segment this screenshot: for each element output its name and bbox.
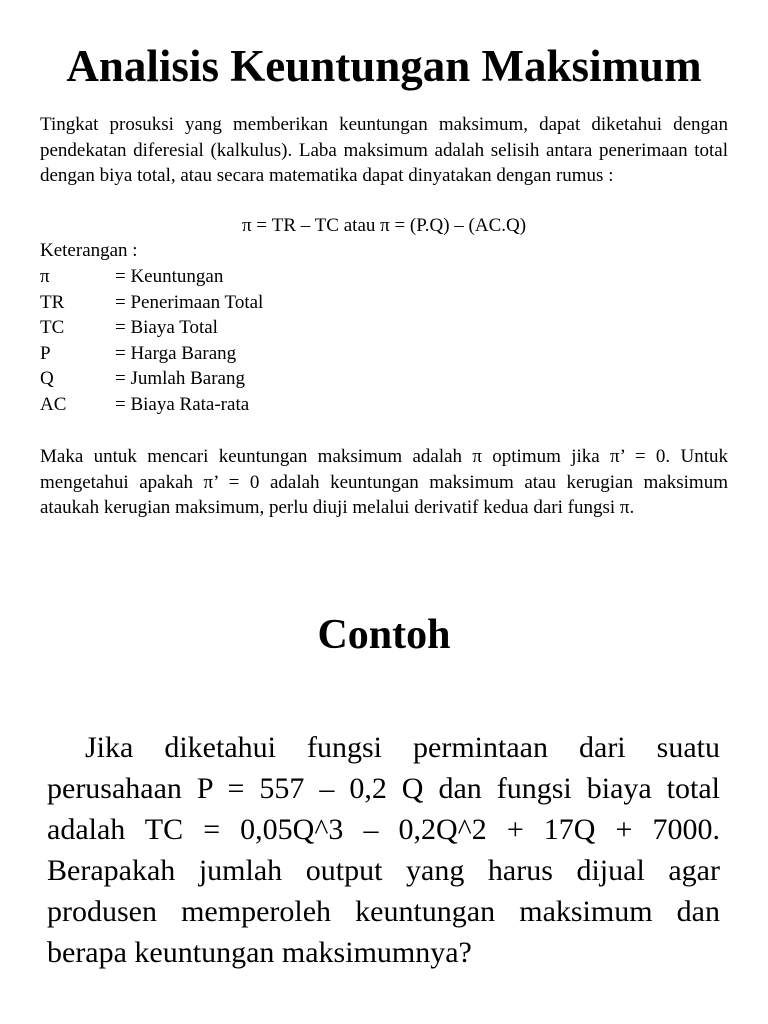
definition-symbol: TR bbox=[40, 291, 65, 313]
definition-description: = Biaya Total bbox=[115, 317, 218, 339]
definition-symbol: AC bbox=[40, 393, 67, 415]
definition-description: = Keuntungan bbox=[115, 266, 224, 287]
definition-row bbox=[40, 392, 440, 418]
definition-symbol: Q bbox=[40, 368, 54, 390]
definition-description: = Harga Barang bbox=[115, 342, 237, 364]
definition-row bbox=[40, 341, 440, 367]
example-problem: Jika diketahui fungsi permintaan dari suatu perusahaan P = 557 – 0,2 Q dan fungsi biaya total adalah TC = 0,05Q^3 – 0,2Q^2 + 17Q + 7000. Berapakah jumlah output yang harus dijual agar produsen memperoleh keuntungan maksimum dan berapa keuntungan maksimumnya? bbox=[47, 731, 720, 970]
explanation-paragraph: Maka untuk mencari keuntungan maksimum adalah π optimum jika π’ = 0. Untuk mengetahui apakah π’ = 0 adalah keuntungan maksimum atau kerugian maksimum ataukah kerugian maksimum, perlu diuji melalui derivatif kedua dari fungsi π. bbox=[40, 446, 728, 518]
definition-row bbox=[40, 290, 440, 316]
definition-symbol: π bbox=[40, 266, 50, 287]
example-heading: Contoh bbox=[317, 612, 451, 658]
definition-row bbox=[40, 264, 440, 290]
intro-paragraph: Tingkat prosuksi yang memberikan keuntungan maksimum, dapat diketahui dengan pendekatan diferesial (kalkulus). Laba maksimum adalah selisih antara penerimaan total dengan biya total, atau secara matematika dapat dinyatakan dengan rumus : bbox=[40, 114, 728, 186]
definition-row bbox=[40, 315, 440, 341]
definition-list bbox=[40, 264, 440, 418]
definition-description: = Penerimaan Total bbox=[115, 291, 264, 313]
definition-symbol: P bbox=[40, 342, 51, 364]
profit-formula: π = TR – TC atau π = (P.Q) – (AC.Q) bbox=[241, 215, 527, 236]
definition-description: = Biaya Rata-rata bbox=[115, 393, 250, 415]
definition-symbol: TC bbox=[40, 317, 65, 339]
definition-description: = Jumlah Barang bbox=[115, 368, 245, 390]
keterangan-label: Keterangan : bbox=[40, 240, 138, 261]
definition-row bbox=[40, 366, 440, 392]
page-title: Analisis Keuntungan Maksimum bbox=[66, 41, 702, 91]
